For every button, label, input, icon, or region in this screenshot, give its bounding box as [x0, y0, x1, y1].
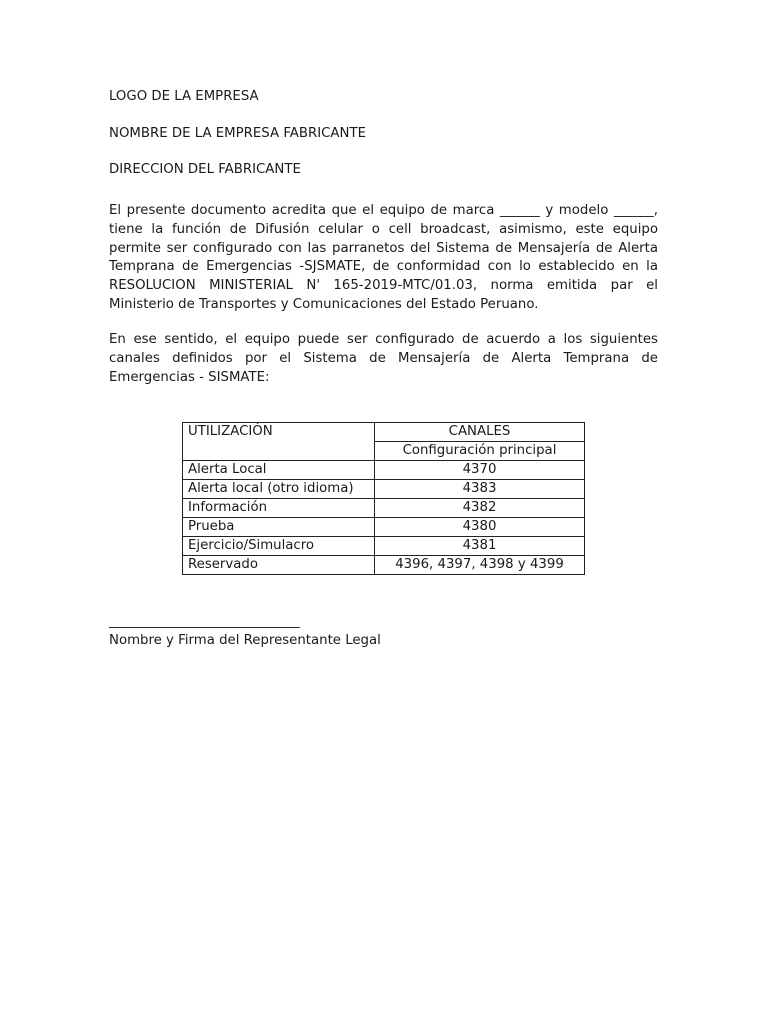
- row-use: Prueba: [183, 518, 375, 537]
- table-row: [183, 461, 585, 480]
- certification-paragraph: El presente documento acredita que el equipo de marca ______ y modelo ______, tiene la función de Difusión celular o cell broadcast, asimismo, este equipo permite ser configurado con las parranetos del Sistema de Mensajería de Alerta Temprana de Emergencias -SJSMATE, de conformidad con lo establecido en la RESOLUCION MINISTERIAL N' 165-2019-MTC/01.03, norma emitida par el Ministerio de Transportes y Comunicaciones del Estado Peruano.: [109, 203, 658, 312]
- table-row: [183, 499, 585, 518]
- row-use: Ejercicio/Simulacro: [183, 537, 375, 556]
- table-row: [183, 480, 585, 499]
- table-header-row: [183, 423, 585, 442]
- row-channel: 4396, 4397, 4398 y 4399: [375, 556, 585, 575]
- row-channel: 4383: [375, 480, 585, 499]
- row-channel: 4382: [375, 499, 585, 518]
- row-use: Alerta Local: [183, 461, 375, 480]
- signature-label: Nombre y Firma del Representante Legal: [109, 633, 381, 648]
- channels-table: [182, 422, 585, 575]
- row-channel: 4370: [375, 461, 585, 480]
- company-name: NOMBRE DE LA EMPRESA FABRICANTE: [109, 126, 366, 141]
- row-channel: 4380: [375, 518, 585, 537]
- row-use: Información: [183, 499, 375, 518]
- row-channel: 4381: [375, 537, 585, 556]
- row-use: Alerta local (otro idioma): [183, 480, 375, 499]
- channels-intro-paragraph: En ese sentido, el equipo puede ser configurado de acuerdo a los siguientes canales definidos por el Sistema de Mensajería de Alerta Temprana de Emergencias - SISMATE:: [109, 332, 658, 385]
- company-logo-placeholder: LOGO DE LA EMPRESA: [109, 89, 259, 104]
- header-utilizacion: UTILIZACIÓN: [183, 423, 375, 461]
- signature-line: ______________________________: [109, 614, 300, 629]
- row-use: Reservado: [183, 556, 375, 575]
- table-row: [183, 518, 585, 537]
- table-row: [183, 556, 585, 575]
- table-row: [183, 537, 585, 556]
- header-canales: CANALES: [375, 423, 585, 442]
- subheader-configuracion: Configuración principal: [375, 442, 585, 461]
- company-address: DIRECCION DEL FABRICANTE: [109, 162, 301, 177]
